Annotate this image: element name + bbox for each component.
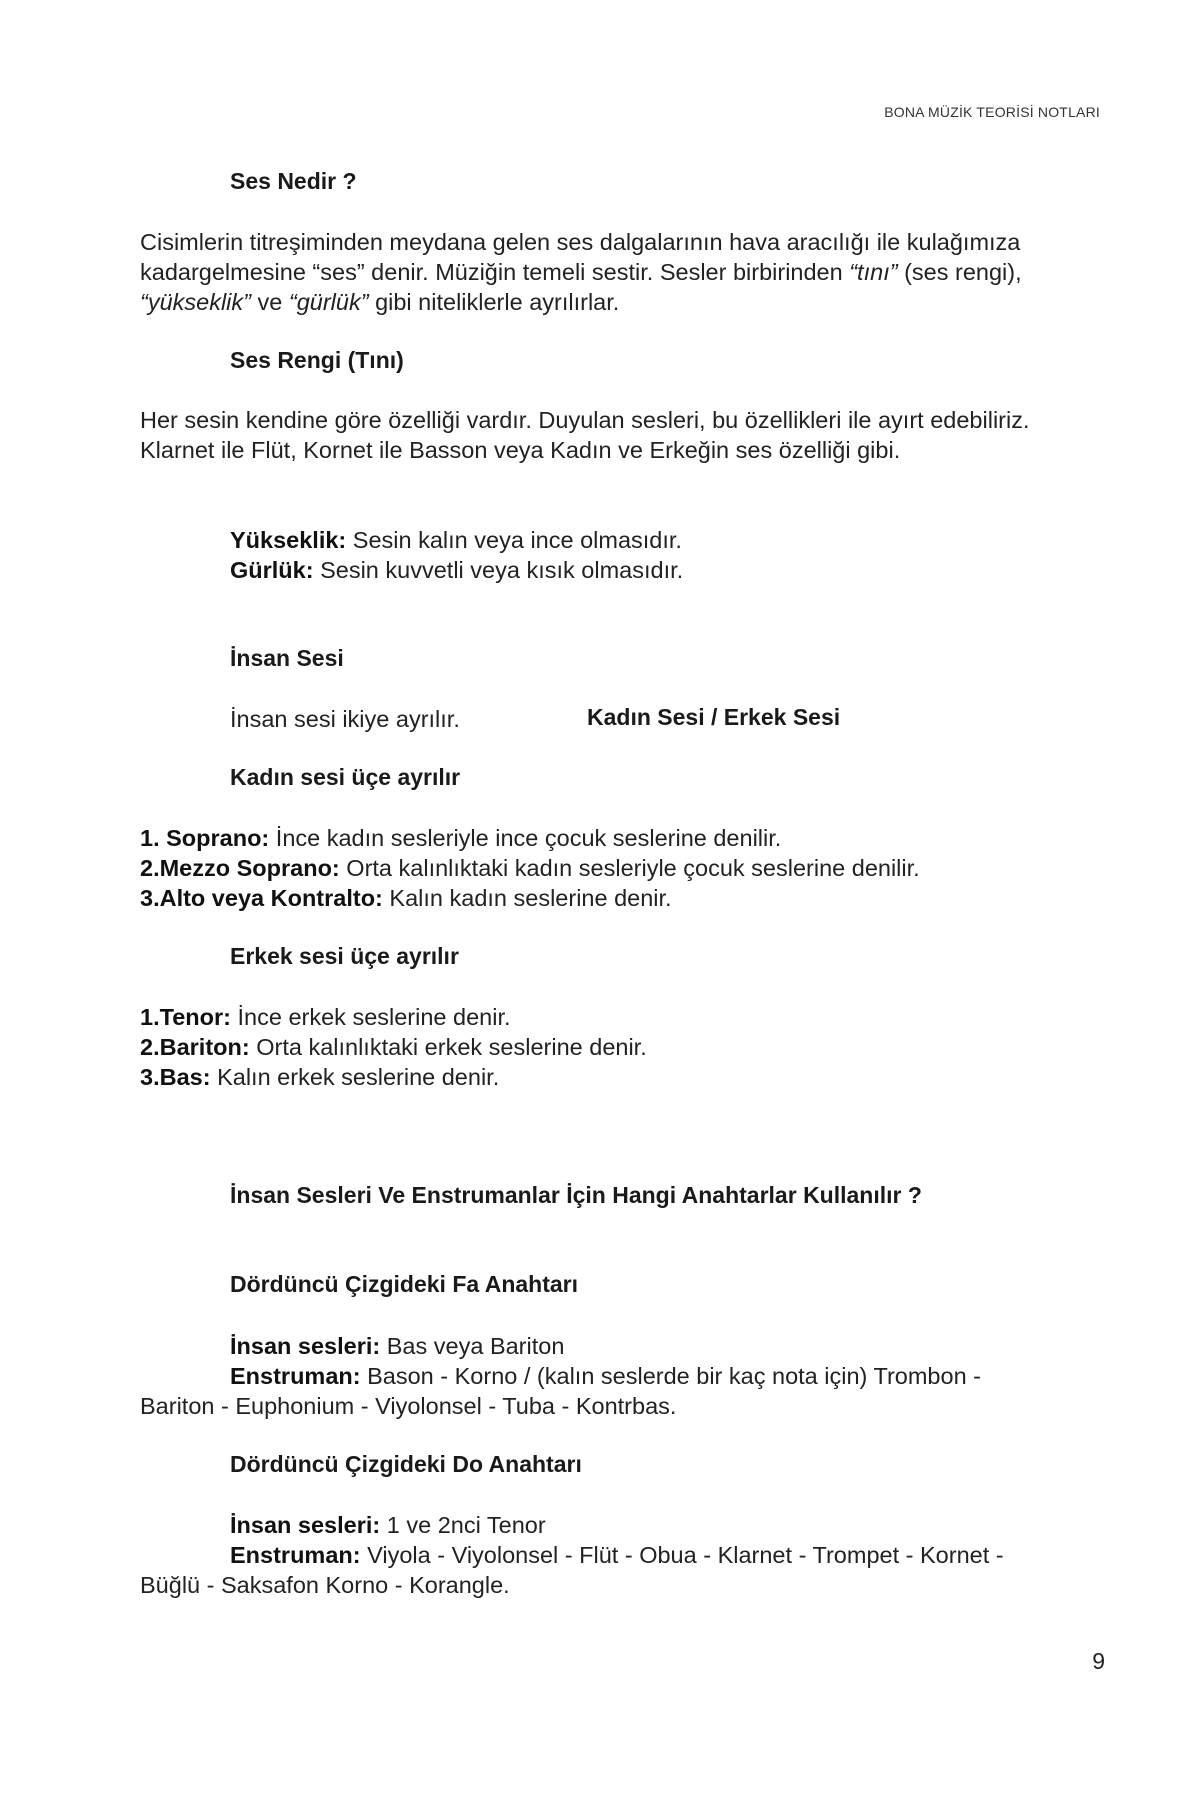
heading-anahtarlar: İnsan Sesleri Ve Enstrumanlar İçin Hangi Anahtarlar Kullanılır ?	[230, 1182, 922, 1208]
list-item-alto: 3.Alto veya Kontralto: Kalın kadın seslerine denir.	[140, 885, 672, 911]
list-item-tenor: 1.Tenor: İnce erkek seslerine denir.	[140, 1004, 511, 1030]
heading-kadin-sesi: Kadın sesi üçe ayrılır	[230, 764, 461, 790]
fa-enstruman: Enstruman: Bason - Korno / (kalın seslerde bir kaç nota için) Trombon -	[230, 1363, 981, 1389]
heading-ses-nedir: Ses Nedir ?	[230, 168, 357, 194]
do-enstruman-continued: Büğlü - Saksafon Korno - Korangle.	[140, 1572, 510, 1598]
do-enstruman: Enstruman: Viyola - Viyolonsel - Flüt - Obua - Klarnet - Trompet - Kornet -	[230, 1542, 1004, 1568]
list-item-soprano: 1. Soprano: İnce kadın sesleriyle ince çocuk seslerine denilir.	[140, 825, 782, 851]
list-item-bas: 3.Bas: Kalın erkek seslerine denir.	[140, 1064, 500, 1090]
heading-erkek-sesi: Erkek sesi üçe ayrılır	[230, 943, 459, 969]
insan-sesi-types: Kadın Sesi / Erkek Sesi	[587, 704, 841, 730]
heading-fa-anahtari: Dördüncü Çizgideki Fa Anahtarı	[230, 1271, 579, 1297]
definition-gurluk: Gürlük: Sesin kuvvetli veya kısık olmasıdır.	[230, 557, 684, 583]
heading-do-anahtari: Dördüncü Çizgideki Do Anahtarı	[230, 1451, 582, 1477]
definition-yukseklik: Yükseklik: Sesin kalın veya ince olmasıdır.	[230, 527, 682, 553]
insan-sesi-intro: İnsan sesi ikiye ayrılır.	[230, 706, 460, 732]
do-insan-sesleri: İnsan sesleri: 1 ve 2nci Tenor	[230, 1512, 546, 1538]
heading-insan-sesi: İnsan Sesi	[230, 645, 344, 671]
list-item-bariton: 2.Bariton: Orta kalınlıktaki erkek seslerine denir.	[140, 1034, 647, 1060]
fa-enstruman-continued: Bariton - Euphonium - Viyolonsel - Tuba - Kontrbas.	[140, 1393, 677, 1419]
heading-ses-rengi: Ses Rengi (Tını)	[230, 347, 404, 373]
running-header: BONA MÜZİK TEORİSİ NOTLARI	[884, 104, 1100, 120]
page-number: 9	[1092, 1648, 1105, 1674]
list-item-mezzo-soprano: 2.Mezzo Soprano: Orta kalınlıktaki kadın sesleriyle çocuk seslerine denilir.	[140, 855, 920, 881]
fa-insan-sesleri: İnsan sesleri: Bas veya Bariton	[230, 1333, 565, 1359]
paragraph-ses-nedir: Cisimlerin titreşiminden meydana gelen ses dalgalarının hava aracılığı ile kulağımıza kadargelmesine “ses” denir. Müziğin temeli sestir. Sesler birbirinden “tını” (ses rengi), “yükseklik” ve “gürlük” gibi niteliklerle ayrılırlar.	[140, 229, 1022, 315]
paragraph-ses-rengi: Her sesin kendine göre özelliği vardır. Duyulan sesleri, bu özellikleri ile ayırt edebiliriz. Klarnet ile Flüt, Kornet ile Basson veya Kadın ve Erkeğin ses özelliği gibi.	[140, 407, 1030, 463]
